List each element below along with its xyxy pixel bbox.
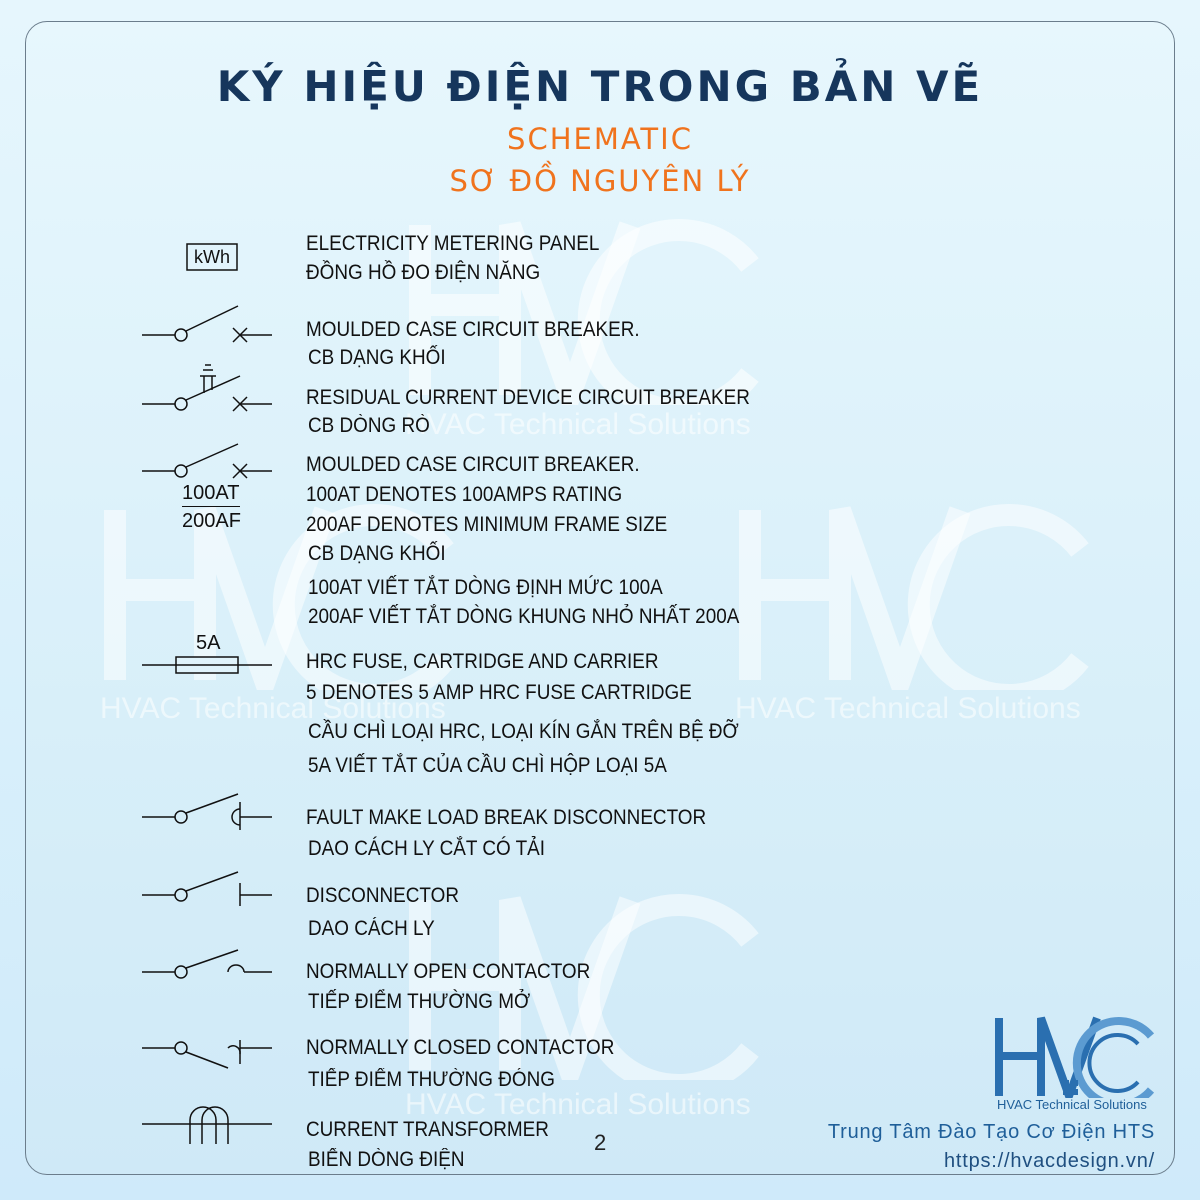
normally-open-contactor-symbol [140, 944, 280, 984]
brand-logo-subtitle: HVAC Technical Solutions [997, 1097, 1147, 1112]
entry-nc-contactor-vi: TIẾP ĐIỂM THƯỜNG ĐÓNG [308, 1068, 555, 1091]
current-transformer-symbol [140, 1100, 280, 1150]
rating-divider [182, 506, 240, 507]
entry-mccb-rated-line-4: CB DẠNG KHỐI [308, 542, 446, 565]
entry-mccb-rated-line-3: 200AF DENOTES MINIMUM FRAME SIZE [306, 513, 668, 536]
entry-mccb-en: MOULDED CASE CIRCUIT BREAKER. [306, 318, 640, 341]
entry-metering-en: ELECTRICITY METERING PANEL [306, 232, 600, 255]
entry-fuse-line-3: CẦU CHÌ LOẠI HRC, LOẠI KÍN GẮN TRÊN BỆ ĐỠ [308, 720, 739, 743]
entry-no-contactor-en: NORMALLY OPEN CONTACTOR [306, 960, 591, 983]
entry-fuse-line-1: HRC FUSE, CARTRIDGE AND CARRIER [306, 650, 659, 673]
watermark-text-bottom: HVAC Technical Solutions [405, 1088, 751, 1121]
mccb-symbol [140, 300, 280, 350]
disconnector-symbol [140, 866, 280, 912]
watermark-text-top: HVAC Technical Solutions [405, 408, 751, 441]
watermark-text-right: HVAC Technical Solutions [735, 692, 1081, 725]
subtitle-en: SCHEMATIC [507, 122, 693, 156]
rating-bottom-label: 200AF [182, 510, 241, 532]
entry-mccb-rated-line-6: 200AF VIẾT TẮT DÒNG KHUNG NHỎ NHẤT 200A [308, 605, 740, 628]
normally-closed-contactor-symbol [140, 1030, 280, 1074]
hrc-fuse-symbol [140, 652, 280, 678]
entry-mccb-rated-line-2: 100AT DENOTES 100AMPS RATING [306, 483, 623, 506]
entry-no-contactor-vi: TIẾP ĐIỂM THƯỜNG MỞ [308, 990, 531, 1013]
entry-fuse-line-4: 5A VIẾT TẮT CỦA CẦU CHÌ HỘP LOẠI 5A [308, 754, 667, 777]
entry-fault-make-vi: DAO CÁCH LY CẮT CÓ TẢI [308, 837, 546, 860]
rating-top-label: 100AT [182, 482, 240, 504]
watermark-text-left: HVAC Technical Solutions [100, 692, 446, 725]
mccb-rated-symbol [140, 438, 280, 486]
entry-rcd-vi: CB DÒNG RÒ [308, 414, 430, 437]
fault-make-disconnector-symbol [140, 790, 280, 840]
entry-metering-vi: ĐỒNG HỒ ĐO ĐIỆN NĂNG [306, 261, 541, 284]
entry-rcd-en: RESIDUAL CURRENT DEVICE CIRCUIT BREAKER [306, 386, 750, 409]
entry-nc-contactor-en: NORMALLY CLOSED CONTACTOR [306, 1036, 615, 1059]
entry-disconnector-vi: DAO CÁCH LY [308, 917, 435, 940]
entry-fuse-line-2: 5 DENOTES 5 AMP HRC FUSE CARTRIDGE [306, 681, 692, 704]
entry-mccb-rated-line-5: 100AT VIẾT TẮT DÒNG ĐỊNH MỨC 100A [308, 576, 663, 599]
entry-disconnector-en: DISCONNECTOR [306, 884, 459, 907]
rcd-breaker-symbol [140, 360, 280, 420]
kwh-label: kWh [194, 247, 230, 267]
website-link[interactable]: https://hvacdesign.vn/ [943, 1150, 1155, 1172]
subtitle-vi: SƠ ĐỒ NGUYÊN LÝ [449, 164, 751, 198]
entry-mccb-vi: CB DẠNG KHỐI [308, 346, 446, 369]
entry-ct-vi: BIẾN DÒNG ĐIỆN [308, 1148, 465, 1171]
fuse-label: 5A [196, 632, 221, 654]
kwh-meter-symbol [186, 243, 240, 273]
page-title: KÝ HIỆU ĐIỆN TRONG BẢN VẼ [216, 62, 984, 111]
page-number: 2 [594, 1130, 607, 1155]
entry-fault-make-en: FAULT MAKE LOAD BREAK DISCONNECTOR [306, 806, 707, 829]
entry-mccb-rated-line-1: MOULDED CASE CIRCUIT BREAKER. [306, 453, 640, 476]
brand-logo [993, 1012, 1158, 1098]
training-center-name: Trung Tâm Đào Tạo Cơ Điện HTS [827, 1121, 1155, 1143]
entry-ct-en: CURRENT TRANSFORMER [306, 1118, 549, 1141]
